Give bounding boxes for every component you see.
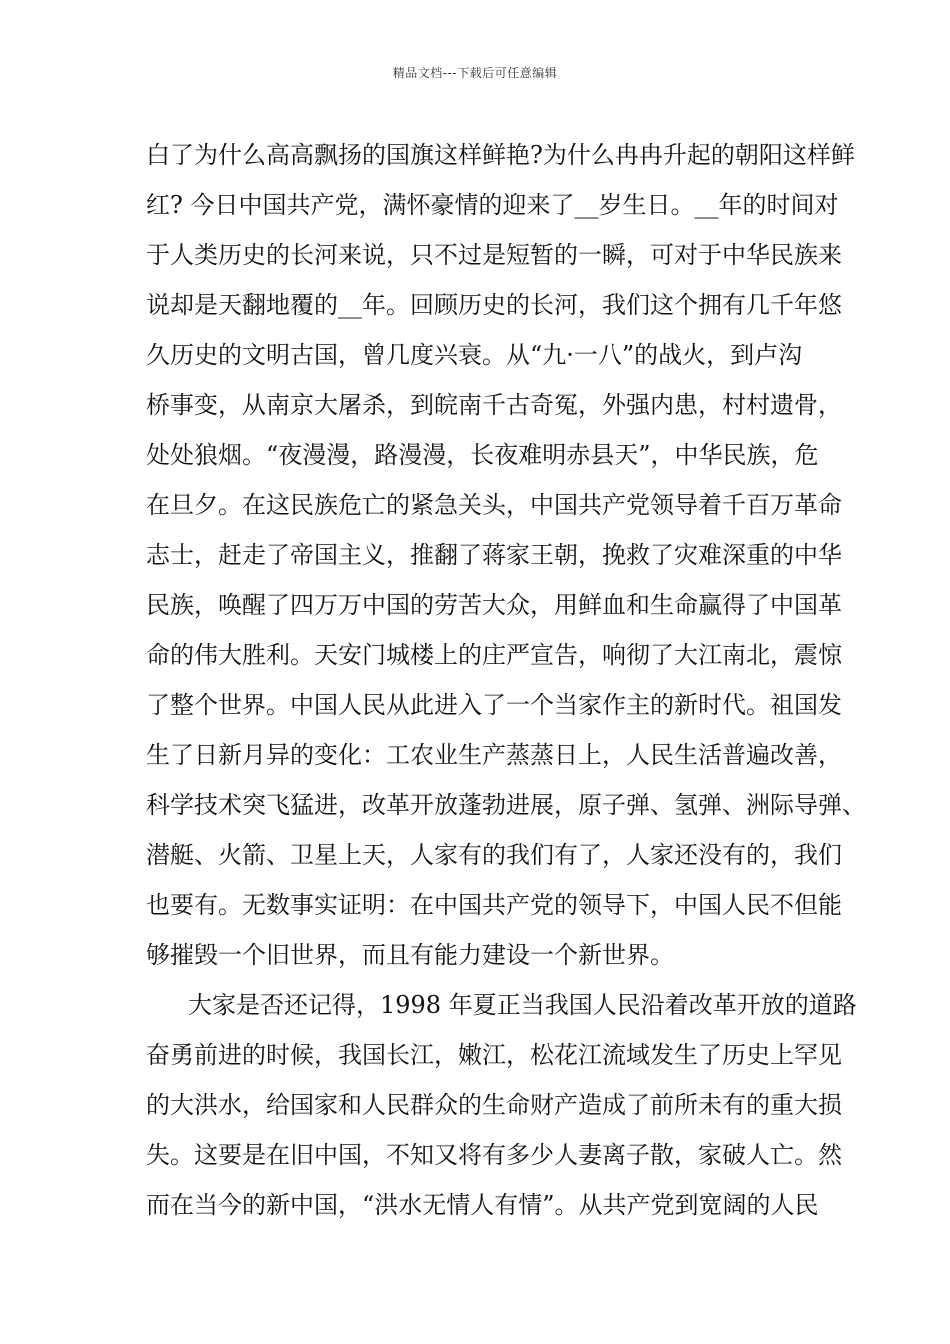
text-line: 了整个世界。中国人民从此进入了一个当家作主的新时代。祖国发 <box>146 691 842 719</box>
text-line: 在旦夕。在这民族危亡的紧急关头，中国共产党领导着千百万革命 <box>146 491 842 519</box>
text-line: 民族，唤醒了四万万中国的劳苦大众，用鲜血和生命赢得了中国革 <box>146 591 842 619</box>
text-line: 于人类历史的长河来说，只不过是短暂的一瞬，可对于中华民族来 <box>146 241 842 269</box>
text-line: 的大洪水，给国家和人民群众的生命财产造成了前所未有的重大损 <box>146 1091 842 1119</box>
text-line: 也要有。无数事实证明：在中国共产党的领导下，中国人民不但能 <box>146 891 842 919</box>
text-line: 大家是否还记得，1998 年夏正当我国人民沿着改革开放的道路 <box>188 991 857 1019</box>
page-header: 精品文档---下载后可任意编辑 <box>392 66 558 80</box>
document-body <box>146 130 866 1230</box>
text-line: 奋勇前进的时候，我国长江，嫩江，松花江流域发生了历史上罕见 <box>146 1041 842 1069</box>
text-line: 白了为什么高高飘扬的国旗这样鲜艳?为什么冉冉升起的朝阳这样鲜 <box>146 141 855 169</box>
text-line: 生了日新月异的变化：工农业生产蒸蒸日上，人民生活普遍改善， <box>146 741 842 769</box>
text-line: 命的伟大胜利。天安门城楼上的庄严宣告，响彻了大江南北，震惊 <box>146 641 842 669</box>
text-line: 志士，赶走了帝国主义，推翻了蒋家王朝，挽救了灾难深重的中华 <box>146 541 842 569</box>
text-line: 处处狼烟。“夜漫漫，路漫漫，长夜难明赤县天”，中华民族，危 <box>146 441 819 469</box>
text-line: 失。这要是在旧中国，不知又将有多少人妻离子散，家破人亡。然 <box>146 1141 842 1169</box>
text-line: 够摧毁一个旧世界，而且有能力建设一个新世界。 <box>146 941 674 969</box>
paragraph <box>146 130 866 980</box>
text-line: 说却是天翻地覆的__年。回顾历史的长河，我们这个拥有几千年悠 <box>146 291 842 319</box>
text-line: 久历史的文明古国，曾几度兴衰。从“九·一八”的战火，到卢沟 <box>146 341 803 369</box>
paragraph <box>146 980 857 1230</box>
text-line: 桥事变，从南京大屠杀，到皖南千古奇冤，外强内患，村村遗骨， <box>146 391 842 419</box>
text-line: 红? 今日中国共产党，满怀豪情的迎来了__岁生日。__年的时间对 <box>146 191 839 219</box>
text-line: 科学技术突飞猛进，改革开放蓬勃进展，原子弹、氢弹、洲际导弹、 <box>146 791 866 819</box>
text-line: 潜艇、火箭、卫星上天，人家有的我们有了，人家还没有的，我们 <box>146 841 842 869</box>
text-line: 而在当今的新中国，“洪水无情人有情”。从共产党到宽阔的人民 <box>146 1191 819 1219</box>
